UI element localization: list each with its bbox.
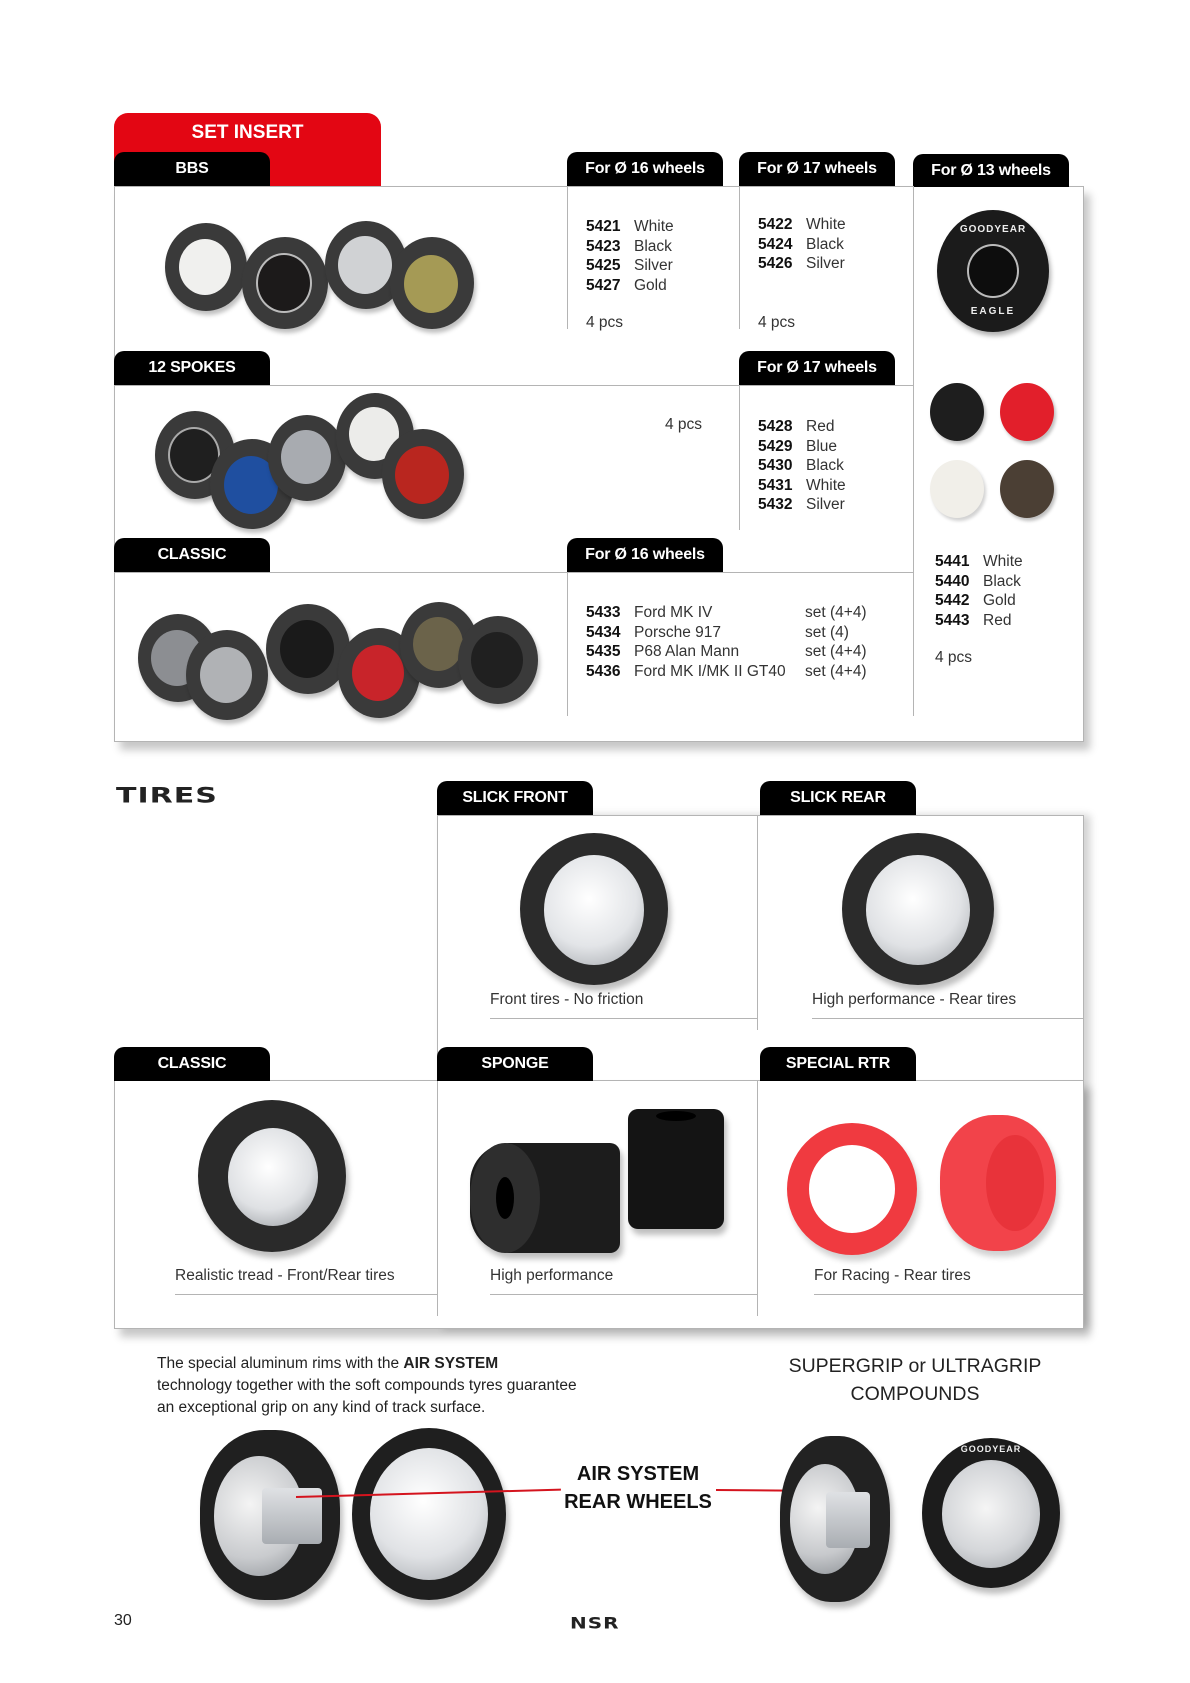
special-rtr-caption: For Racing - Rear tires bbox=[814, 1267, 971, 1284]
list-item: 5432 Silver bbox=[758, 496, 845, 513]
list-item: 5436 Ford MK I/MK II GT40 set (4+4) bbox=[586, 662, 867, 680]
bbs-wheels-image bbox=[160, 215, 490, 340]
list-item: 5428 Red bbox=[758, 418, 835, 435]
list-item: 5435 P68 Alan Mann set (4+4) bbox=[586, 643, 867, 660]
classic-16-header: For Ø 16 wheels bbox=[567, 538, 723, 572]
set-insert-title: SET INSERT bbox=[191, 122, 304, 143]
list-item: 5433 Ford MK IV set (4+4) bbox=[586, 604, 867, 621]
special-rtr-tire-image bbox=[785, 1115, 1065, 1255]
12-spokes-17-list bbox=[758, 417, 846, 515]
row-divider bbox=[114, 385, 913, 386]
list-item: 5441 White bbox=[935, 553, 1023, 570]
air-system-cutaway-wheel-image bbox=[200, 1430, 340, 1600]
sponge-tab: SPONGE bbox=[437, 1047, 593, 1081]
slick-rear-tab: SLICK REAR bbox=[760, 781, 916, 815]
caption-rule bbox=[490, 1294, 757, 1295]
special-rtr-tab: SPECIAL RTR bbox=[760, 1047, 916, 1081]
bbs-16-qty: 4 pcs bbox=[586, 314, 624, 331]
goodyear-wheel-image: GOODYEAR bbox=[922, 1438, 1060, 1588]
classic-insert-tab: CLASSIC bbox=[114, 538, 270, 572]
divider bbox=[567, 572, 568, 716]
13-wheels-list bbox=[935, 552, 1023, 630]
classic-tire-tab: CLASSIC bbox=[114, 1047, 270, 1081]
13-wheels-qty: 4 pcs bbox=[935, 649, 973, 666]
list-item: 5424 Black bbox=[758, 235, 844, 253]
bbs-16-header: For Ø 16 wheels bbox=[567, 152, 723, 186]
13-wheels-header: For Ø 13 wheels bbox=[913, 154, 1069, 187]
nsr-logo: NSR bbox=[570, 1613, 620, 1633]
list-item: 5430 Black bbox=[758, 457, 844, 474]
classic-wheels-image bbox=[138, 598, 558, 723]
12-spokes-17-header: For Ø 17 wheels bbox=[739, 351, 895, 385]
divider bbox=[913, 186, 914, 716]
tire-brand-text: GOODYEAR bbox=[959, 224, 1027, 235]
12-spokes-qty: 4 pcs bbox=[665, 416, 703, 433]
air-system-label: AIR SYSTEM REAR WHEELS bbox=[564, 1463, 712, 1513]
slick-rear-caption: High performance - Rear tires bbox=[812, 991, 1017, 1008]
list-item: 5443 Red bbox=[935, 611, 1012, 629]
13-wheel-rims-image bbox=[925, 378, 1065, 528]
classic-16-list bbox=[586, 603, 867, 681]
bbs-17-list bbox=[758, 215, 846, 274]
goodyear-eagle-tire-image bbox=[937, 210, 1049, 332]
list-item: 5429 Blue bbox=[758, 437, 838, 455]
list-item: 5442 Gold bbox=[935, 592, 1016, 609]
bbs-tab: BBS bbox=[114, 152, 270, 186]
slick-front-tire-image bbox=[520, 833, 668, 985]
tire-model-text: EAGLE bbox=[970, 306, 1016, 317]
slick-rear-tire-image bbox=[842, 833, 994, 985]
supergrip-cutaway-wheel-image bbox=[780, 1436, 890, 1602]
divider bbox=[437, 1080, 438, 1316]
divider bbox=[567, 186, 568, 329]
sponge-tire-image bbox=[465, 1105, 735, 1255]
row-divider bbox=[114, 572, 913, 573]
list-item: 5426 Silver bbox=[758, 255, 845, 272]
sponge-caption: High performance bbox=[490, 1267, 614, 1284]
12-spokes-wheels-image bbox=[150, 393, 480, 528]
list-item: 5431 White bbox=[758, 476, 846, 494]
list-item: 5423 Black bbox=[586, 237, 672, 255]
divider bbox=[739, 385, 740, 530]
divider bbox=[757, 815, 758, 1030]
list-item: 5421 White bbox=[586, 218, 674, 235]
classic-tire-caption: Realistic tread - Front/Rear tires bbox=[175, 1267, 395, 1284]
12-spokes-tab: 12 SPOKES bbox=[114, 351, 270, 385]
list-item: 5427 Gold bbox=[586, 276, 667, 294]
bbs-17-header: For Ø 17 wheels bbox=[739, 152, 895, 186]
bbs-17-qty: 4 pcs bbox=[758, 314, 796, 331]
list-item: 5422 White bbox=[758, 216, 846, 233]
list-item: 5434 Porsche 917 set (4) bbox=[586, 623, 849, 641]
list-item: 5425 Silver bbox=[586, 257, 673, 274]
caption-rule bbox=[490, 1018, 757, 1019]
classic-tire-image bbox=[198, 1100, 346, 1252]
slick-front-tab: SLICK FRONT bbox=[437, 781, 593, 815]
list-item: 5440 Black bbox=[935, 572, 1021, 590]
caption-rule bbox=[175, 1294, 437, 1295]
bbs-16-list bbox=[586, 217, 674, 295]
caption-rule bbox=[812, 1018, 1084, 1019]
air-system-wheel-image bbox=[352, 1428, 506, 1600]
page-number: 30 bbox=[114, 1612, 132, 1629]
divider bbox=[739, 186, 740, 329]
compounds-heading: SUPERGRIP or ULTRAGRIP COMPOUNDS bbox=[788, 1355, 1042, 1405]
tires-heading: TIRES bbox=[116, 783, 218, 809]
divider bbox=[757, 1080, 758, 1316]
caption-rule bbox=[814, 1294, 1084, 1295]
air-system-description: The special aluminum rims with the AIR SYSTEM technology together with the soft compounds tyres guarantee an exceptional grip on any kind of track surface. bbox=[157, 1355, 577, 1416]
slick-front-caption: Front tires - No friction bbox=[490, 991, 644, 1008]
